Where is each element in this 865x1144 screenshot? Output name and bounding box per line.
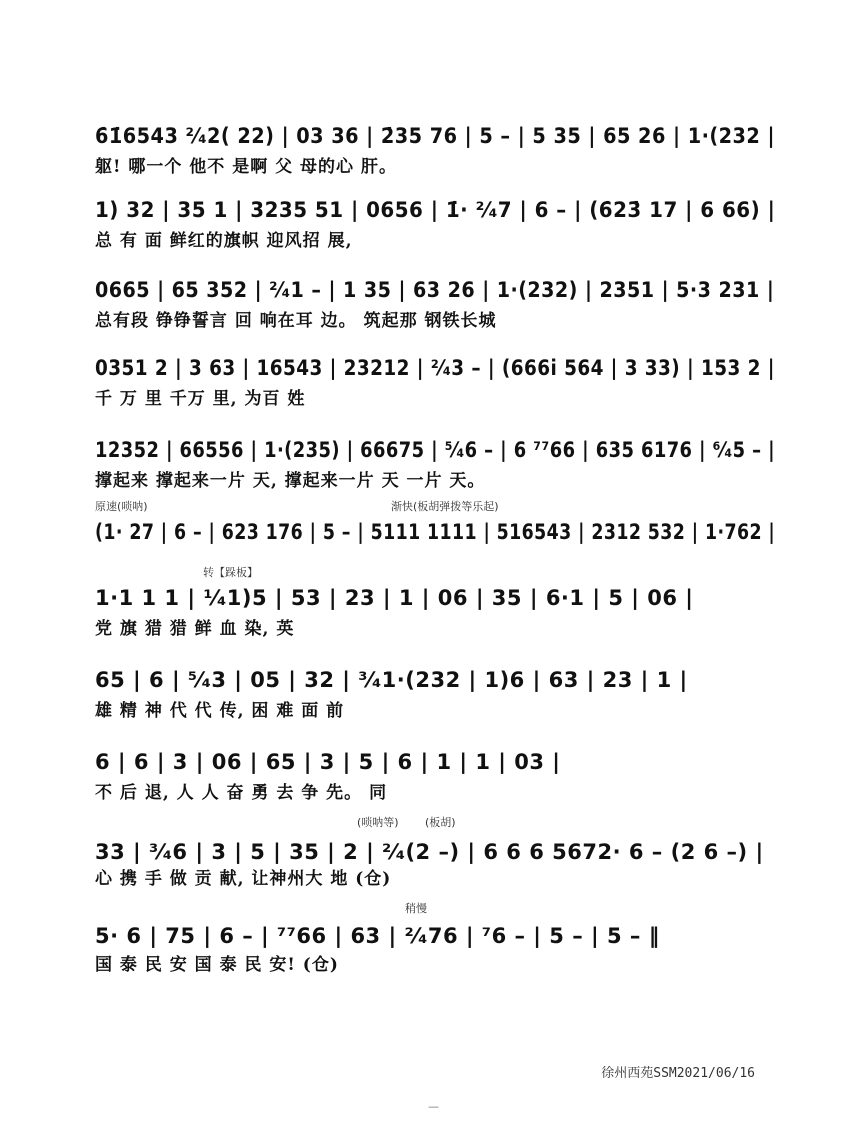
- notation-text: 0351 2 | 3 63 | 16543 | 23212 | ²⁄₄3 – | (666i 564 | 3 33) | 153 2 |: [95, 356, 775, 380]
- notation-text: 1·1 1 1 | ¹⁄₄1)5 | 53 | 23 | 1 | 06 | 35 | 6·1 | 5 | 06 |: [95, 586, 694, 610]
- lyric-row: 撑起来 撑起来一片 天, 撑起来一片 天 一片 天。: [95, 471, 486, 491]
- lyric-row: 党 旗 猎 猎 鲜 血 染, 英: [95, 619, 295, 639]
- notation-text: 33 | ³⁄₄6 | 3 | 5 | 35 | 2 | ²⁄₄(2 –) | 6 6 6 5672· 6 – (2 6 –) |: [95, 840, 764, 864]
- notation-text: 0665 | 65 352 | ²⁄₄1 – | 1 35 | 63 26 | 1·(232) | 2351 | 5·3 231 |: [95, 278, 775, 302]
- notation-text: 12352 | 66556 | 1·(235) | 66675 | ⁵⁄₄6 – | 6 ⁷⁷66 | 635 6176 | ⁶⁄₄5 – |: [95, 438, 776, 462]
- notation-text: 1) 32 | 35 1 | 3235 51 | 0656 | 1̇· ²⁄₄7 | 6 – | (6̇23̇ 17 | 6 66) |: [95, 198, 776, 222]
- lyric-row: 雄 精 神 代 代 传, 困 难 面 前: [95, 701, 345, 721]
- lyric-row: 躯! 哪一个 他不 是啊 父 母的心 肝。: [95, 157, 397, 177]
- notation-text: (1· 27 | 6 – | 623 176 | 5 – | 5111 1111 | 516543 | 2312 532 | 1·762 |: [95, 520, 776, 544]
- instrument-mark-mid: (板胡): [425, 816, 456, 829]
- notation-text: 5· 6 | 75 | 6 – | ⁷⁷66 | 63 | ²⁄₄76 | ⁷6 – | 5 – | 5 – ‖: [95, 924, 660, 948]
- tempo-mark: 稍慢: [405, 902, 427, 915]
- notation-text: 65 | 6 | ⁵⁄₄3 | 05 | 32 | ³⁄₄1·(232 | 1)6 | 63 | 23 | 1 |: [95, 668, 688, 692]
- notation-text: 6̇1̇6543 ²⁄₄2( 22) | 03 36 | 2̇35 76 | 5 – | 5 35 | 65 26 | 1·(232 |: [95, 124, 776, 148]
- page-mark: —: [428, 1100, 439, 1113]
- section-mark: 转【跺板】: [203, 566, 258, 579]
- lyric-row: 千 万 里 千万 里, 为百 姓: [95, 389, 306, 409]
- lyric-row: 总 有 面 鲜红的旗帜 迎风招 展,: [95, 231, 353, 251]
- footer-credit: 徐州西苑SSM2021/06/16: [601, 1066, 755, 1081]
- lyric-row: 不 后 退, 人 人 奋 勇 去 争 先。 同: [95, 783, 388, 803]
- notation-text: 6 | 6 | 3 | 06 | 65 | 3 | 5 | 6 | 1 | 1 | 03 |: [95, 750, 561, 774]
- lyric-row: 心 携 手 做 贡 献, 让神州大 地 (仓): [95, 869, 392, 889]
- instrument-mark-left: (唢呐等): [357, 816, 399, 829]
- lyric-row: 国 泰 民 安 国 泰 民 安! (仓): [95, 955, 339, 975]
- notation-row: [95, 514, 775, 554]
- tempo-mark-left: 原速(唢呐): [95, 500, 148, 513]
- tempo-mark-mid: 渐快(板胡弹拨等乐起): [391, 500, 499, 513]
- lyric-row: 总有段 铮铮誓言 回 响在耳 边。 筑起那 钢铁长城: [95, 311, 497, 331]
